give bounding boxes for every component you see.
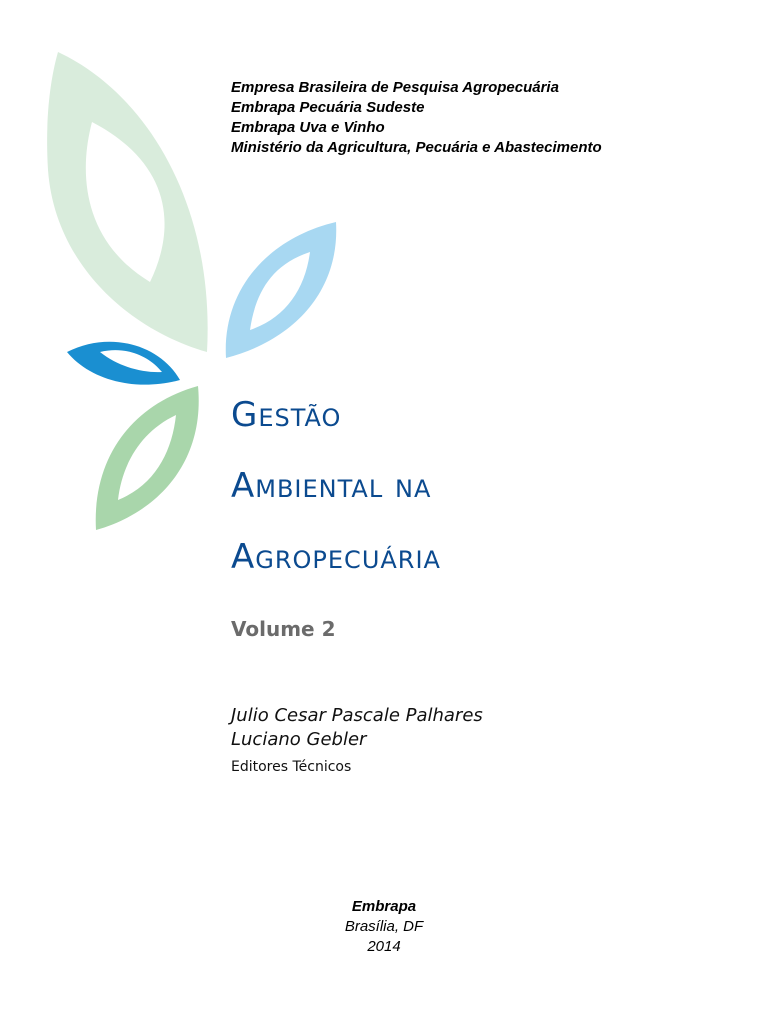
book-title-line: Gestão xyxy=(231,395,342,435)
editor-list xyxy=(231,704,731,752)
institution-line: Embrapa Uva e Vinho xyxy=(231,119,385,136)
institution-line: Empresa Brasileira de Pesquisa Agropecuária xyxy=(231,79,559,96)
institution-line: Embrapa Pecuária Sudeste xyxy=(231,99,425,116)
editors-role-label: Editores Técnicos xyxy=(231,759,352,775)
imprint xyxy=(284,897,484,957)
book-title xyxy=(231,380,751,593)
book-title-line: Ambiental na xyxy=(231,466,432,506)
publisher: Embrapa xyxy=(351,898,417,915)
publication-year: 2014 xyxy=(367,938,401,955)
mid-green-leaf xyxy=(96,386,199,530)
volume-label: Volume 2 xyxy=(231,617,336,641)
book-title-line: Agropecuária xyxy=(231,537,441,577)
institution-line: Ministério da Agricultura, Pecuária e Abastecimento xyxy=(231,139,602,156)
light-blue-leaf xyxy=(226,222,336,358)
publication-place: Brasília, DF xyxy=(344,918,424,935)
institution-list xyxy=(231,78,751,158)
large-pale-green-leaf xyxy=(47,52,208,352)
editor-name: Julio Cesar Pascale Palhares xyxy=(231,705,483,726)
editor-name: Luciano Gebler xyxy=(231,729,367,750)
dark-blue-leaf xyxy=(67,342,180,385)
